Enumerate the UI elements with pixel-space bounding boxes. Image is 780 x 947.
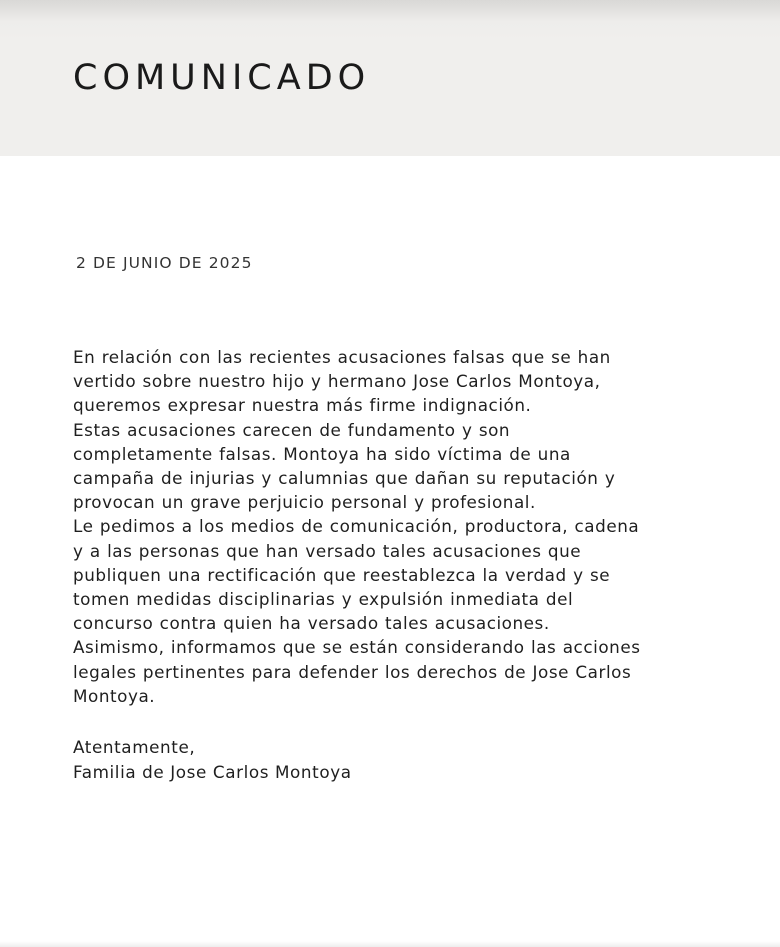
body-line: publiquen una rectificación que reestablezca la verdad y se <box>73 564 611 585</box>
body-line: y a las personas que han versado tales acusaciones que <box>73 540 582 561</box>
body-line: Le pedimos a los medios de comunicación, productora, cadena <box>73 516 640 537</box>
body-line: completamente falsas. Montoya ha sido víctima de una <box>73 443 571 464</box>
document-body <box>73 345 763 708</box>
header-band <box>0 0 780 156</box>
closing-salutation: Atentamente, <box>73 737 196 757</box>
body-line: campaña de injurias y calumnias que dañan su reputación y <box>73 468 616 489</box>
body-line: Montoya. <box>73 685 156 706</box>
body-line: queremos expresar nuestra más firme indignación. <box>73 395 532 416</box>
signature: Familia de Jose Carlos Montoya <box>73 762 352 782</box>
body-line: concurso contra quien ha versado tales acusaciones. <box>73 613 550 634</box>
document-date: 2 DE JUNIO DE 2025 <box>76 254 253 272</box>
body-line: tomen medidas disciplinarias y expulsión inmediata del <box>73 589 574 610</box>
signoff <box>73 735 352 785</box>
page-bottom-edge <box>0 941 780 947</box>
body-line: provocan un grave perjuicio personal y profesional. <box>73 492 536 513</box>
body-line: vertido sobre nuestro hijo y hermano Jose Carlos Montoya, <box>73 371 601 392</box>
body-line: Estas acusaciones carecen de fundamento y son <box>73 419 511 440</box>
body-line: legales pertinentes para defender los derechos de Jose Carlos <box>73 661 632 682</box>
body-line: Asimismo, informamos que se están considerando las acciones <box>73 637 641 658</box>
document-title: COMUNICADO <box>73 58 371 98</box>
body-line: En relación con las recientes acusaciones falsas que se han <box>73 347 611 367</box>
